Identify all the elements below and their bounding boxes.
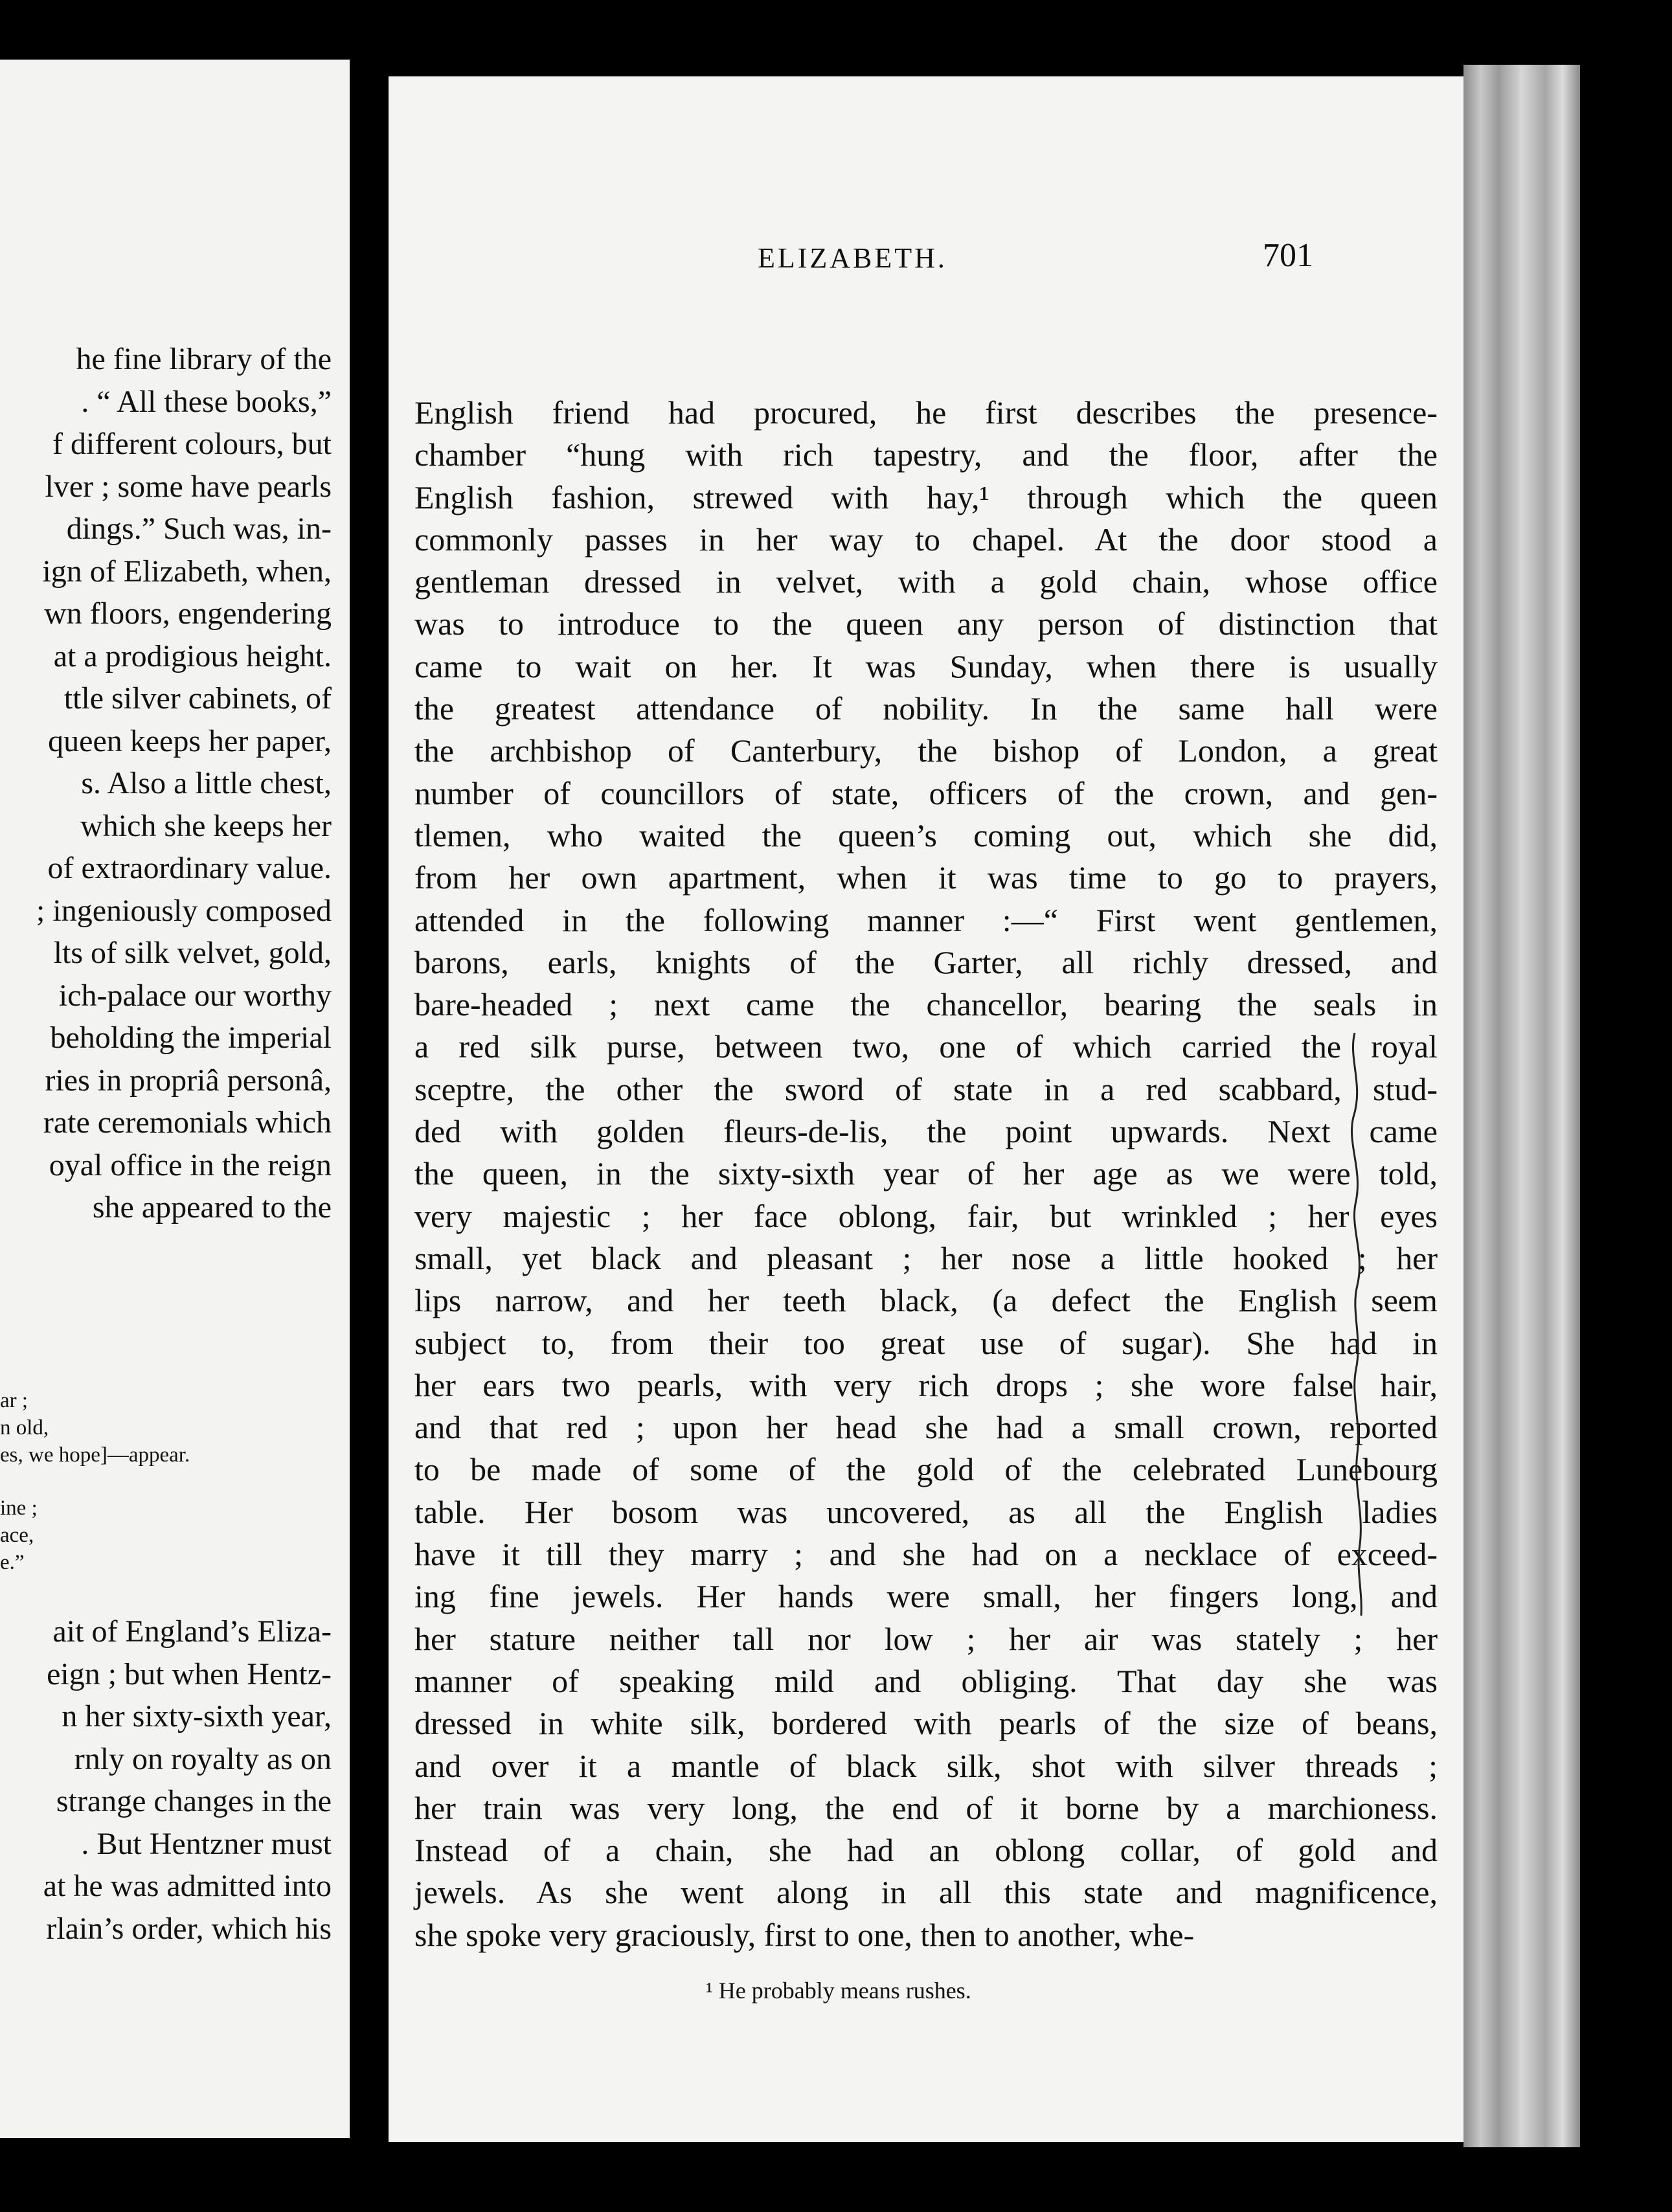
text-line: tlemen, who waited the queen’s coming out, which she did,: [414, 817, 1438, 853]
text-line: English fashion, strewed with hay,¹ through which the queen: [414, 479, 1438, 515]
left-line: ; ingeniously composed: [36, 893, 332, 928]
left-line: ich-palace our worthy: [58, 978, 332, 1013]
left-line: wn floors, engendering: [44, 596, 332, 631]
left-line: dings.” Such was, in-: [66, 512, 332, 546]
text-line: gentleman dressed in velvet, with a gold chain, whose office: [414, 563, 1438, 600]
left-line: she appeared to the: [92, 1190, 332, 1224]
book-gutter: [350, 0, 389, 2212]
left-line: ign of Elizabeth, when,: [42, 554, 332, 589]
left-page-text-top: [0, 338, 332, 1229]
running-head-title: ELIZABETH.: [758, 242, 947, 274]
text-line: and that red ; upon her head she had a small crown, reported: [414, 1409, 1438, 1446]
left-line: . But Hentzner must: [81, 1826, 332, 1861]
footnote: ¹ He probably means rushes.: [706, 1978, 971, 2003]
text-line: and over it a mantle of black silk, shot with silver threads ;: [414, 1747, 1438, 1784]
text-line: the queen, in the sixty-sixth year of her age as we were told,: [414, 1155, 1438, 1192]
text-line: barons, earls, knights of the Garter, all richly dressed, and: [414, 943, 1438, 980]
verse-line: n old,: [0, 1416, 49, 1439]
text-line: table. Her bosom was uncovered, as all the English ladies: [414, 1493, 1438, 1530]
text-line: the archbishop of Canterbury, the bishop of London, a great: [414, 732, 1438, 769]
text-line: number of councillors of state, officers of the crown, and gen-: [414, 774, 1438, 811]
left-line: ttle silver cabinets, of: [63, 681, 332, 716]
text-line: to be made of some of the gold of the celebrated Lunebourg: [414, 1451, 1438, 1488]
text-line: English friend had procured, he first describes the presence-: [414, 394, 1438, 431]
left-line: s. Also a little chest,: [81, 766, 332, 800]
text-line: bare-headed ; next came the chancellor, bearing the seals in: [414, 986, 1438, 1023]
text-line: sceptre, the other the sword of state in a red scabbard, stud-: [414, 1070, 1438, 1107]
left-line: he fine library of the: [76, 342, 332, 376]
verse-line: ine ;: [0, 1496, 38, 1520]
left-line: lver ; some have pearls: [45, 469, 332, 504]
text-line: lips narrow, and her teeth black, (a defect the English seem: [414, 1282, 1438, 1319]
text-line: the greatest attendance of nobility. In the same hall were: [414, 690, 1438, 727]
right-page: [389, 76, 1463, 2142]
left-line: eign ; but when Hentz-: [47, 1656, 332, 1691]
left-line: queen keeps her paper,: [48, 723, 332, 758]
left-line: rnly on royalty as on: [74, 1741, 332, 1776]
text-line: subject to, from their too great use of sugar). She had in: [414, 1324, 1438, 1361]
left-line: which she keeps her: [80, 808, 332, 843]
verse-line: ace,: [0, 1524, 34, 1547]
left-line: lts of silk velvet, gold,: [53, 936, 332, 970]
text-line: jewels. As she went along in all this state and magnificence,: [414, 1874, 1438, 1911]
verse-line: es, we hope]—appear.: [0, 1443, 190, 1467]
text-line: came to wait on her. It was Sunday, when there is usually: [414, 648, 1438, 684]
text-line: dressed in white silk, bordered with pearls of the size of beans,: [414, 1705, 1438, 1742]
text-line: was to introduce to the queen any person of distinction that: [414, 605, 1438, 642]
left-page-verse: [0, 1387, 337, 1576]
left-line: beholding the imperial: [50, 1021, 332, 1055]
left-line: ries in propriâ personâ,: [45, 1063, 332, 1098]
text-line: attended in the following manner :—“ First went gentlemen,: [414, 901, 1438, 938]
body-text: [414, 392, 1438, 1956]
verse-line: e.”: [0, 1551, 25, 1574]
left-line: at he was admitted into: [43, 1869, 332, 1903]
left-line: at a prodigious height.: [53, 638, 332, 673]
left-page-text-bottom: [0, 1610, 332, 1950]
text-line: from her own apartment, when it was time to go to prayers,: [414, 859, 1438, 896]
text-line: commonly passes in her way to chapel. At the door stood a: [414, 521, 1438, 558]
left-line: rate ceremonials which: [43, 1105, 332, 1140]
text-line: her train was very long, the end of it borne by a marchioness.: [414, 1789, 1438, 1826]
left-page: [0, 60, 350, 2138]
left-line: oyal office in the reign: [49, 1147, 332, 1182]
text-line: very majestic ; her face oblong, fair, but wrinkled ; her eyes: [414, 1197, 1438, 1234]
left-line: strange changes in the: [56, 1784, 332, 1818]
text-line: small, yet black and pleasant ; her nose a little hooked ; her: [414, 1239, 1438, 1276]
text-line: Instead of a chain, she had an oblong collar, of gold and: [414, 1832, 1438, 1869]
text-line: ing fine jewels. Her hands were small, her fingers long, and: [414, 1578, 1438, 1615]
running-head: [389, 237, 1463, 287]
text-line: she spoke very graciously, first to one, then to another, whe-: [414, 1916, 1195, 1953]
margin-bracket-mark: [1347, 1033, 1373, 1616]
page-number: 701: [1263, 237, 1313, 274]
text-line: have it till they marry ; and she had on a necklace of exceed-: [414, 1536, 1438, 1573]
text-line: chamber “hung with rich tapestry, and the floor, after the: [414, 436, 1438, 473]
text-line: her stature neither tall nor low ; her air was stately ; her: [414, 1620, 1438, 1657]
text-line: a red silk purse, between two, one of which carried the royal: [414, 1028, 1438, 1065]
left-line: f different colours, but: [52, 427, 332, 461]
left-line: . “ All these books,”: [81, 384, 332, 419]
verse-line: ar ;: [0, 1389, 28, 1412]
left-line: ait of England’s Eliza-: [52, 1614, 332, 1649]
text-line: ded with golden fleurs-de-lis, the point upwards. Next came: [414, 1113, 1438, 1150]
left-line: rlain’s order, which his: [46, 1911, 332, 1946]
left-line: n her sixty-sixth year,: [62, 1699, 332, 1733]
text-line: her ears two pearls, with very rich drops ; she wore false hair,: [414, 1366, 1438, 1403]
left-line: of extraordinary value.: [47, 851, 332, 885]
text-line: manner of speaking mild and obliging. That day she was: [414, 1662, 1438, 1699]
page-edges: [1463, 65, 1580, 2147]
